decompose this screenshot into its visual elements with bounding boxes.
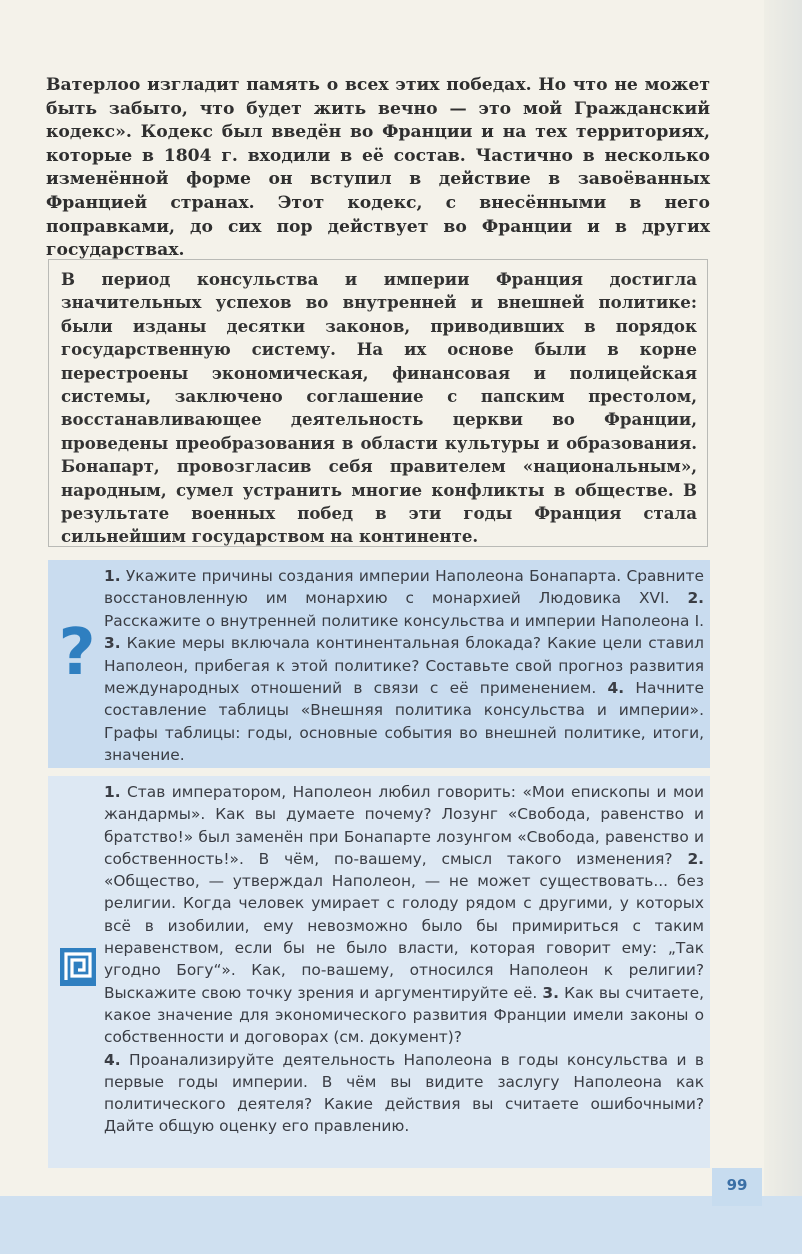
page-number: 99 bbox=[726, 1176, 748, 1194]
summary-box: В период консульства и империи Франция достигла значительных успехов во внутренней и внешней политике: были изданы десятки законов, приводивших в порядок государственную систему. На их основе были в корне перестроены экономическая, финансовая и полицейская системы, заключено соглашение с папским престолом, восстанавливающее деятельность церкви во Франции, проведены преобразования в области культуры и образования. Бонапарт, провозгласив себя правителем «национальным», народным, сумел устранить многие конфликты в обществе. В результате военных побед в эти годы Франция стала сильнейшим государством на континенте. bbox=[48, 259, 708, 547]
task-text: Как вы считаете, какое значение для экономического развития Франции имели законы о собственности и договорах (см. документ)? bbox=[104, 983, 704, 1047]
task-text: «Общество, — утверждал Наполеон, — не может существовать... без религии. Когда человек умирает с голоду рядом с другими, у которых всё в изобилии, ему невозможно было бы примириться с таким неравенством, если бы не было власти, которая говорит ему: „Так угодно Богу“». Как, по-вашему, относился Наполеон к религии? Выскажите свою точку зрения и аргументируйте её. bbox=[104, 872, 704, 1002]
intro-paragraph: Ватерлоо изгладит память о всех этих победах. Но что не может быть забыто, что будет жить вечно — это мой Гражданский кодекс». Кодекс был введён во Франции и на тех территориях, которые в 1804 г. входили в её состав. Частично в несколько изменённой форме он вступил в действие в завоёванных Францией странах. Этот кодекс, с внесёнными в него поправками, до сих пор действует во Франции и в других государствах. bbox=[46, 75, 710, 261]
page-edge bbox=[764, 0, 802, 1254]
question-number: 3. bbox=[104, 634, 121, 653]
tasks-text bbox=[104, 781, 704, 1138]
question-mark-icon: ? bbox=[58, 616, 96, 690]
task-text: Став императором, Наполеон любил говорить: «Мои епископы и мои жандармы». Как вы думаете почему? Лозунг «Свобода, равенство и братство!» был заменён при Бонапарте лозунгом «Свобода, равенство и собственность!». В чём, по-вашему, смысл такого изменения? bbox=[104, 783, 704, 868]
question-number: 1. bbox=[104, 567, 121, 585]
meander-icon bbox=[60, 948, 96, 986]
questions-text bbox=[104, 565, 704, 767]
questions-block bbox=[48, 560, 710, 768]
question-number: 2. bbox=[687, 589, 704, 608]
question-text: Расскажите о внутренней политике консульства и империи Наполеона I. bbox=[104, 611, 704, 630]
tasks-block bbox=[48, 776, 710, 1168]
question-text: Укажите причины создания империи Наполеона Бонапарта. Сравните восстановленную им монархию с монархией Людовика XVI. bbox=[104, 567, 704, 608]
question-text: Начните составление таблицы «Внешняя политика консульства и империи». Графы таблицы: годы, основные события во внешней политике, итоги, значение. bbox=[104, 679, 704, 765]
question-text: Какие меры включала континентальная блокада? Какие цели ставил Наполеон, прибегая к этой политике? Составьте свой прогноз развития международных отношений в связи с её применением. bbox=[104, 634, 704, 698]
bottom-band bbox=[0, 1196, 802, 1254]
task-number: 4. bbox=[104, 1050, 121, 1069]
question-number: 4. bbox=[607, 679, 625, 698]
task-number: 3. bbox=[542, 983, 559, 1002]
task-number: 2. bbox=[687, 849, 704, 868]
task-text: Проанализируйте деятельность Наполеона в годы консульства и в первые годы империи. В чём вы видите заслугу Наполеона как политического деятеля? Какие действия вы считаете ошибочными? Дайте общую оценку его правлению. bbox=[104, 1050, 704, 1136]
task-number: 1. bbox=[104, 783, 121, 801]
